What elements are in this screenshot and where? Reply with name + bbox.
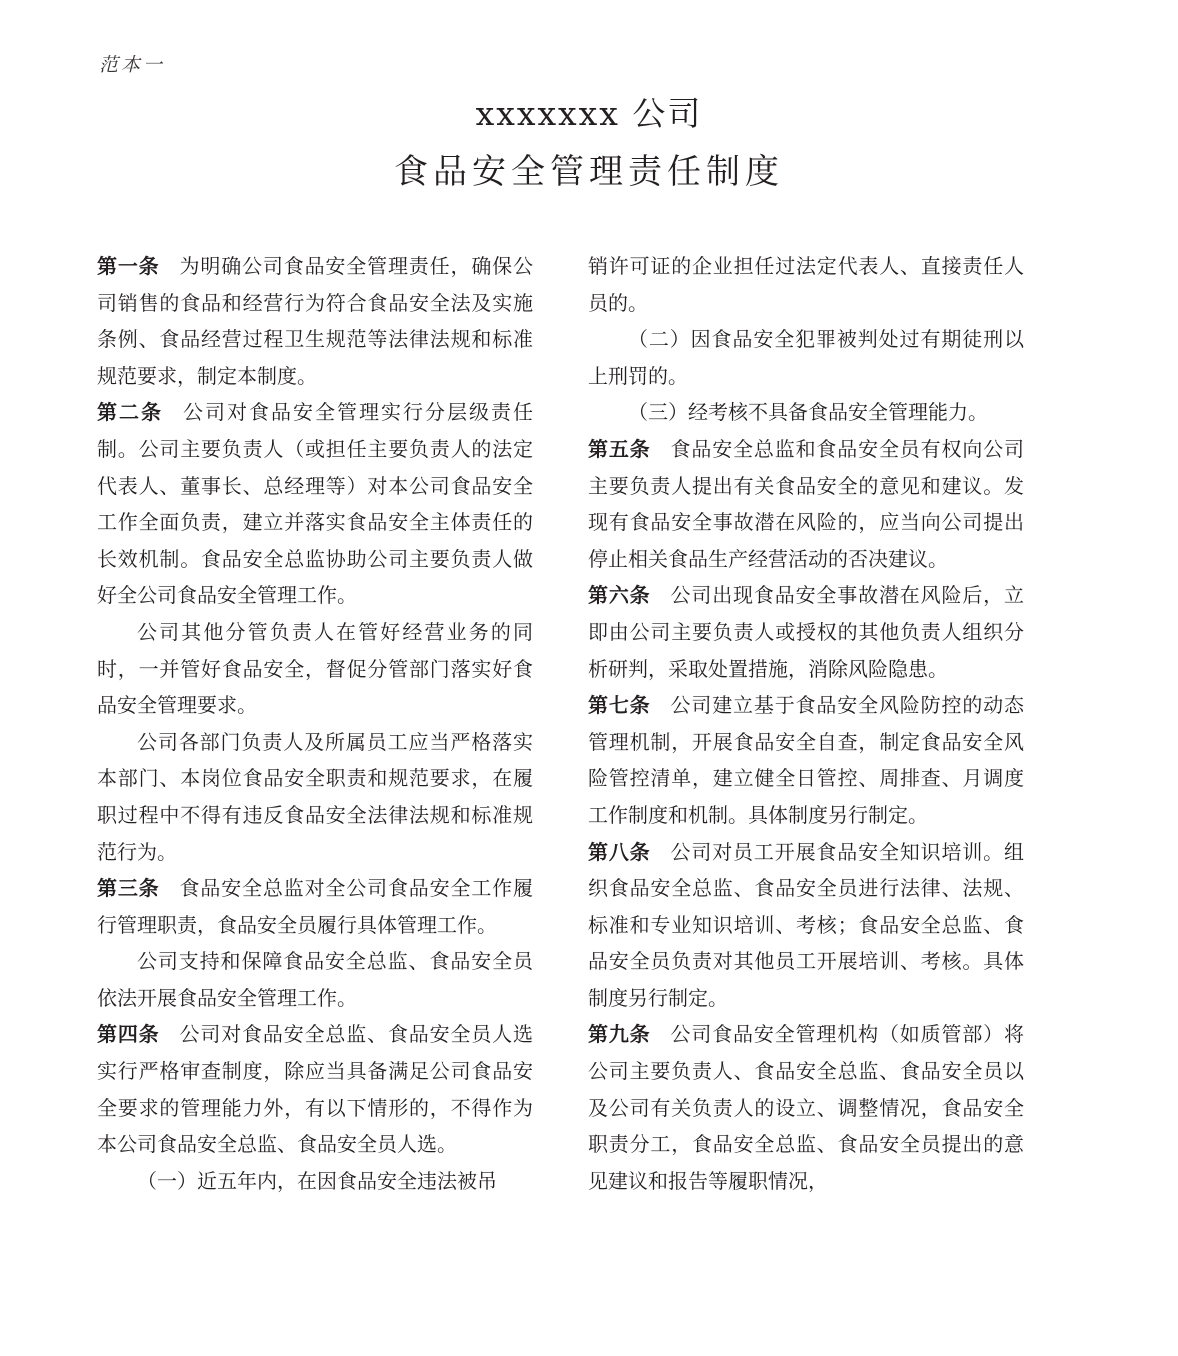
- right-column: [588, 248, 1024, 1199]
- article-heading: 第五条: [588, 436, 651, 461]
- article-7: [588, 687, 1024, 833]
- article-text: 公司对员工开展食品安全知识培训。组织食品安全总监、食品安全员进行法律、法规、标准和专业知识培训、考核；食品安全总监、食品安全员负责对其他员工开展培训、考核。具体制度另行制定。: [588, 839, 1025, 1010]
- article-heading: 第四条: [97, 1022, 160, 1047]
- article-text: 食品安全总监对全公司食品安全工作履行管理职责，食品安全员履行具体管理工作。: [97, 876, 534, 937]
- article-text: 公司对食品安全管理实行分层级责任制。公司主要负责人（或担任主要负责人的法定代表人、董事长、总经理等）对本公司食品安全工作全面负责，建立并落实食品安全主体责任的长效机制。食品安全总监协助公司主要负责人做好全公司食品安全管理工作。: [97, 400, 533, 608]
- article-heading: 第七条: [588, 693, 651, 718]
- paragraph: 公司各部门负责人及所属员工应当严格落实本部门、本岗位食品安全职责和规范要求，在履职过程中不得有违反食品安全法律法规和标准规范行为。: [97, 729, 533, 864]
- template-label: 范本一: [99, 54, 166, 76]
- article-heading: 第九条: [588, 1022, 651, 1047]
- article-text: 公司出现食品安全事故潜在风险后，立即由公司主要负责人或授权的其他负责人组织分析研判，采取处置措施，消除风险隐患。: [588, 583, 1025, 681]
- paragraph: 公司其他分管负责人在管好经营业务的同时，一并管好食品安全，督促分管部门落实好食品安全管理要求。: [97, 619, 533, 718]
- list-item: （一）近五年内，在因食品安全违法被吊: [137, 1168, 497, 1193]
- article-heading: 第二条: [97, 400, 163, 425]
- article-6: [588, 577, 1024, 687]
- paragraph-continued: 销许可证的企业担任过法定代表人、直接责任人员的。: [588, 254, 1024, 315]
- article-4: [97, 1016, 533, 1162]
- article-5: [588, 431, 1024, 577]
- list-item: （三）经考核不具备食品安全管理能力。: [628, 400, 988, 425]
- company-title: xxxxxxx 公司: [475, 94, 703, 133]
- article-2: [97, 394, 533, 614]
- paragraph: 公司支持和保障食品安全总监、食品安全员依法开展食品安全管理工作。: [97, 949, 533, 1010]
- article-heading: 第一条: [97, 254, 160, 278]
- article-heading: 第六条: [588, 583, 651, 608]
- article-text: 公司对食品安全总监、食品安全员人选实行严格审查制度，除应当具备满足公司食品安全要求的管理能力外，有以下情形的，不得作为本公司食品安全总监、食品安全员人选。: [97, 1022, 534, 1157]
- article-1: [97, 248, 533, 394]
- document-title: 食品安全管理责任制度: [394, 152, 784, 192]
- article-text: 食品安全总监和食品安全员有权向公司主要负责人提出有关食品安全的意见和建议。发现有食品安全事故潜在风险的，应当向公司提出停止相关食品生产经营活动的否决建议。: [588, 436, 1025, 571]
- article-text: 公司建立基于食品安全风险防控的动态管理机制，开展食品安全自查，制定食品安全风险管控清单，建立健全日管控、周排查、月调度工作制度和机制。具体制度另行制定。: [588, 693, 1025, 827]
- article-heading: 第三条: [97, 876, 160, 901]
- article-8: [588, 834, 1024, 1017]
- article-text: 为明确公司食品安全管理责任，确保公司销售的食品和经营行为符合食品安全法及实施条例、食品经营过程卫生规范等法律法规和标准规范要求，制定本制度。: [97, 254, 534, 388]
- left-column: [97, 248, 533, 1199]
- article-heading: 第八条: [588, 839, 651, 864]
- article-3: [97, 870, 533, 943]
- list-item: （二）因食品安全犯罪被判处过有期徒刑以上刑罚的。: [588, 327, 1024, 388]
- article-text: 公司食品安全管理机构（如质管部）将公司主要负责人、食品安全总监、食品安全员以及公司有关负责人的设立、调整情况，食品安全职责分工，食品安全总监、食品安全员提出的意见建议和报告等履职情况，: [588, 1022, 1025, 1193]
- article-9: [588, 1016, 1024, 1199]
